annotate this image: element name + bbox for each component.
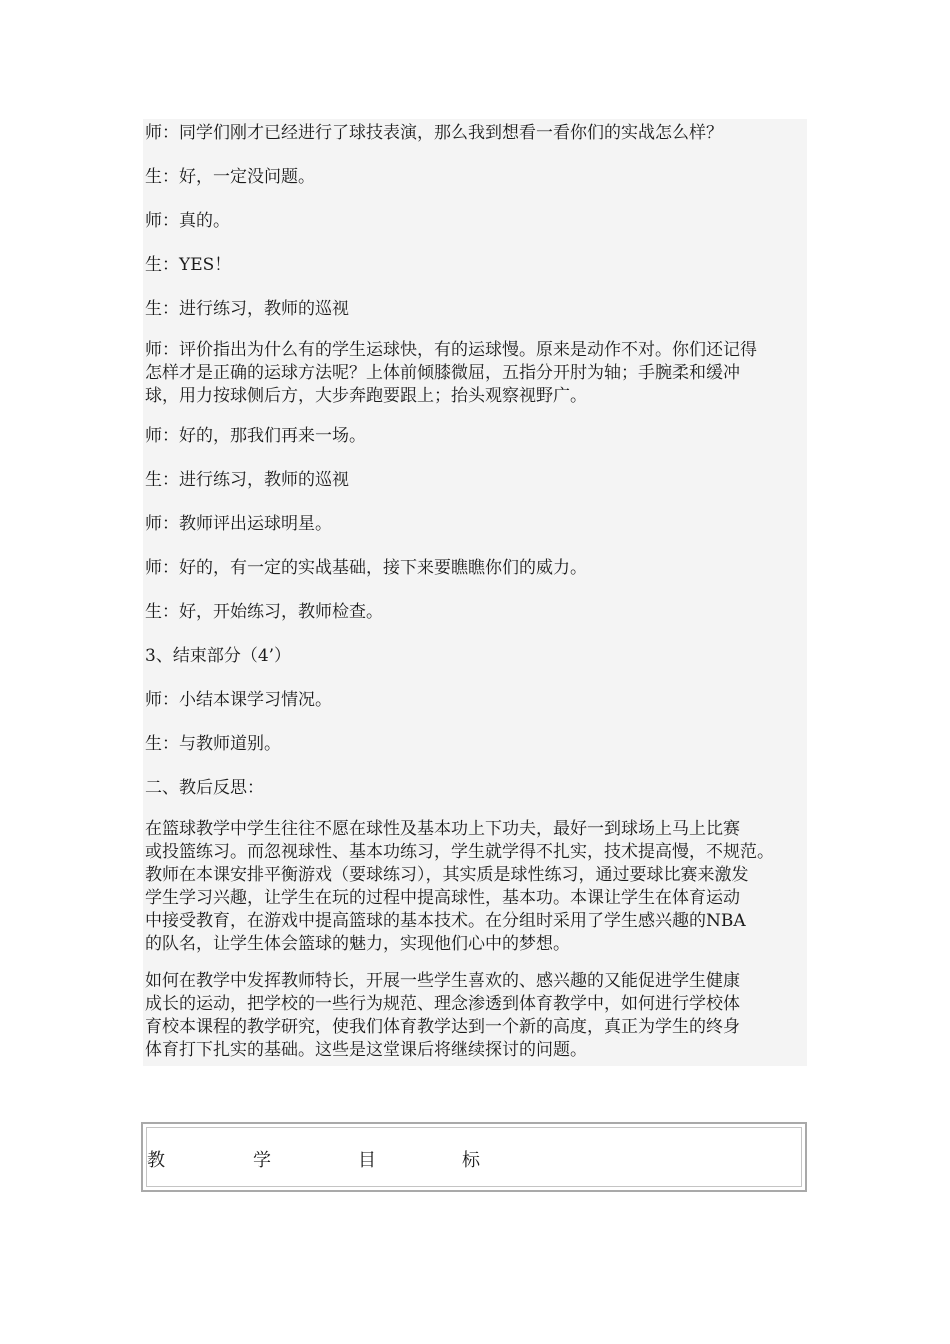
dialogue-line: 生：好，开始练习，教师检查。 xyxy=(145,602,383,622)
lesson-text xyxy=(143,119,807,1066)
dialogue-line: 师：教师评出运球明星。 xyxy=(145,514,332,534)
dialogue-line: 师：同学们刚才已经进行了球技表演，那么我到想看一看你们的实战怎么样？ xyxy=(145,123,723,143)
dialogue-line: 生：进行练习，教师的巡视 xyxy=(145,470,349,490)
dialogue-line: 师：好的，那我们再来一场。 xyxy=(145,426,366,446)
objective-char: 教 xyxy=(147,1150,165,1171)
dialogue-line: 生：与教师道别。 xyxy=(145,734,281,754)
dialogue-line: 师：小结本课学习情况。 xyxy=(145,690,332,710)
evaluation-paragraph: 师：评价指出为什么有的学生运球快，有的运球慢。原来是动作不对。你们还记得 怎样才是正确的运球方法呢？上体前倾膝微屈，五指分开肘为轴；手腕柔和缓冲 球，用力按球侧后方，大步奔跑要跟上；抬头观察视野广。 xyxy=(145,340,757,406)
objective-char: 目 xyxy=(358,1150,376,1171)
section-heading: 3、结束部分（4’） xyxy=(145,646,292,666)
objective-table-cell xyxy=(146,1127,802,1187)
dialogue-line: 生：YES！ xyxy=(145,255,232,275)
dialogue-line: 师：真的。 xyxy=(145,211,230,231)
section-heading: 二、教后反思： xyxy=(145,778,264,798)
dialogue-line: 师：好的，有一定的实战基础，接下来要瞧瞧你们的威力。 xyxy=(145,558,587,578)
objective-table xyxy=(141,1122,807,1192)
dialogue-line: 生：好，一定没问题。 xyxy=(145,167,315,187)
objective-char: 学 xyxy=(253,1150,271,1171)
objective-char: 标 xyxy=(462,1150,480,1171)
dialogue-line: 生：进行练习，教师的巡视 xyxy=(145,299,349,319)
reflection-paragraph: 在篮球教学中学生往往不愿在球性及基本功上下功夫，最好一到球场上马上比赛 或投篮练习。而忽视球性、基本功练习，学生就学得不扎实，技术提高慢，不规范。 教师在本课安排平衡游戏（要球练习），其实质是球性练习，通过要球比赛来激发 学生学习兴趣，让学生在玩的过程中提高球性，基本功。本课让学生在体育运动 中接受教育，在游戏中提高篮球的基本技术。在分组时采用了学生感兴趣的NBA 的队名，让学生体会篮球的魅力，实现他们心中的梦想。 xyxy=(145,819,774,954)
reflection-paragraph: 如何在教学中发挥教师特长，开展一些学生喜欢的、感兴趣的又能促进学生健康 成长的运动，把学校的一些行为规范、理念渗透到体育教学中，如何进行学校体 育校本课程的教学研究，使我们体育教学达到一个新的高度，真正为学生的终身 体育打下扎实的基础。这些是这堂课后将继续探讨的问题。 xyxy=(145,971,740,1060)
